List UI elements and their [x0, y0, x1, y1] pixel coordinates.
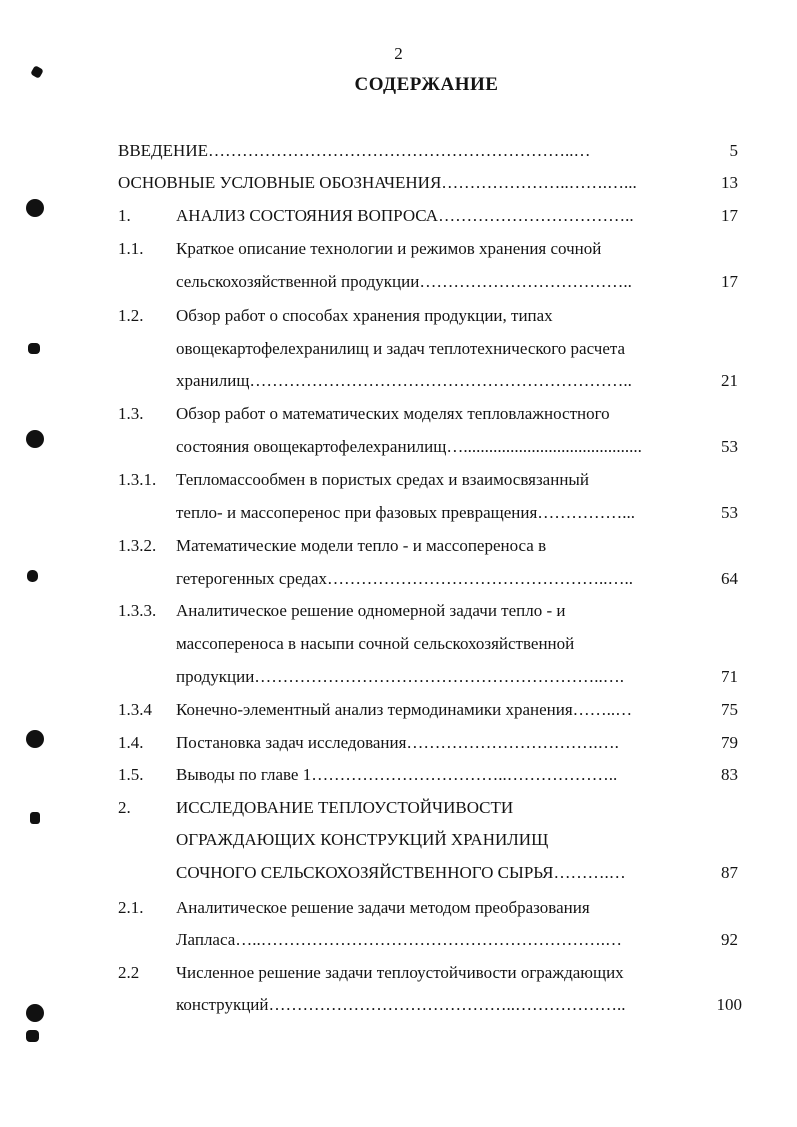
toc-entry-number: 1.3.2. — [118, 536, 157, 555]
toc-entry-title: овощекартофелехранилищ и задач теплотехнического расчета — [176, 339, 626, 358]
toc-entry-title: Аналитическое решение одномерной задачи тепло - и — [176, 601, 566, 620]
toc-entry-title: хранилищ………………………………………………………….. — [176, 371, 632, 390]
toc-entry-page: 17 — [721, 206, 738, 225]
binder-hole — [26, 1004, 44, 1022]
toc-title: СОДЕРЖАНИЕ — [354, 74, 499, 95]
toc-entry-title: Конечно-элементный анализ термодинамики хранения……..… — [176, 700, 633, 719]
toc-entry-page: 71 — [721, 667, 738, 686]
toc-entry-title: тепло- и массоперенос при фазовых превращения……………... — [176, 503, 636, 522]
toc-entry-title: Краткое описание технологии и режимов хранения сочной — [176, 239, 602, 258]
toc-entry-page: 79 — [721, 733, 738, 752]
toc-entry-number: 1.4. — [118, 733, 144, 752]
toc-entry-number: 1.2. — [118, 306, 144, 325]
toc-entry-number: 1.3. — [118, 404, 144, 423]
binder-hole — [26, 199, 44, 217]
ink-blot — [26, 1030, 39, 1042]
toc-entry-title: Обзор работ о способах хранения продукции, типах — [176, 306, 553, 325]
toc-entry-title: Математические модели тепло - и массопереноса в — [176, 536, 547, 555]
toc-entry-page: 100 — [716, 995, 742, 1014]
toc-entry-page: 64 — [721, 569, 738, 588]
toc-entry-page: 17 — [721, 272, 738, 291]
toc-entry-title: ВВЕДЕНИЕ………………………………………………………..… — [118, 141, 591, 160]
toc-entry-number: 1.1. — [118, 239, 144, 258]
binder-hole — [26, 430, 44, 448]
ink-blot — [27, 570, 38, 582]
binder-hole — [26, 730, 44, 748]
toc-entry-page: 5 — [729, 141, 738, 160]
toc-entry-title: СОЧНОГО СЕЛЬСКОХОЗЯЙСТВЕННОГО СЫРЬЯ……….… — [176, 863, 626, 882]
toc-entry-number: 1. — [118, 206, 131, 225]
ink-blot — [28, 343, 40, 354]
toc-entry-page: 13 — [721, 173, 738, 192]
toc-entry-title: Постановка задач исследования…………………………….…. — [176, 733, 619, 752]
toc-entry-page: 83 — [721, 765, 738, 784]
toc-entry-title: ОГРАЖДАЮЩИХ КОНСТРУКЦИЙ ХРАНИЛИЩ — [176, 830, 549, 849]
toc-entry-title: конструкций……………………………………..……………….. — [176, 995, 626, 1014]
toc-entry-number: 2.1. — [118, 898, 144, 917]
toc-entry-title: массопереноса в насыпи сочной сельскохозяйственной — [176, 634, 575, 653]
toc-entry-number: 2.2 — [118, 963, 140, 982]
toc-entry-title: Выводы по главе 1……………………………..……………….. — [176, 765, 618, 784]
toc-entry-number: 2. — [118, 798, 131, 817]
toc-entry-page: 75 — [721, 700, 738, 719]
toc-entry-title: Тепломассообмен в пористых средах и взаимосвязанный — [176, 470, 589, 489]
toc-entry-number: 1.5. — [118, 765, 144, 784]
toc-entry-title: состояния овощекартофелехранилищ….......................................... — [176, 437, 642, 456]
page-number: 2 — [394, 44, 403, 63]
toc-entry-page: 21 — [721, 371, 738, 390]
toc-entry-title: продукции……………………………………………………..…. — [176, 667, 625, 686]
toc-entry-page: 87 — [721, 863, 738, 882]
toc-entry-title: Аналитическое решение задачи методом преобразования — [176, 898, 590, 917]
toc-entry-title: Численное решение задачи теплоустойчивости ограждающих — [176, 963, 624, 982]
toc-entry-page: 92 — [721, 930, 738, 949]
toc-entry-title: гетерогенных средах…………………………………………..….. — [176, 569, 633, 588]
toc-entry-page: 53 — [721, 437, 738, 456]
toc-entry-title: АНАЛИЗ СОСТОЯНИЯ ВОПРОСА…………………………….. — [176, 206, 634, 225]
toc-entry-title: ОСНОВНЫЕ УСЛОВНЫЕ ОБОЗНАЧЕНИЯ…………………..…….…... — [118, 173, 637, 192]
toc-entry-number: 1.3.3. — [118, 601, 157, 620]
toc-entry-title: Обзор работ о математических моделях тепловлажностного — [176, 404, 610, 423]
toc-entry-number: 1.3.4 — [118, 700, 152, 719]
ink-blot — [30, 812, 40, 824]
toc-entry-title: Лапласа…..…………………………………………………….… — [176, 930, 623, 949]
toc-entry-page: 53 — [721, 503, 738, 522]
toc-entry-number: 1.3.1. — [118, 470, 157, 489]
toc-entry-title: сельскохозяйственной продукции……………………………….. — [176, 272, 632, 291]
toc-entry-title: ИССЛЕДОВАНИЕ ТЕПЛОУСТОЙЧИВОСТИ — [176, 798, 514, 817]
